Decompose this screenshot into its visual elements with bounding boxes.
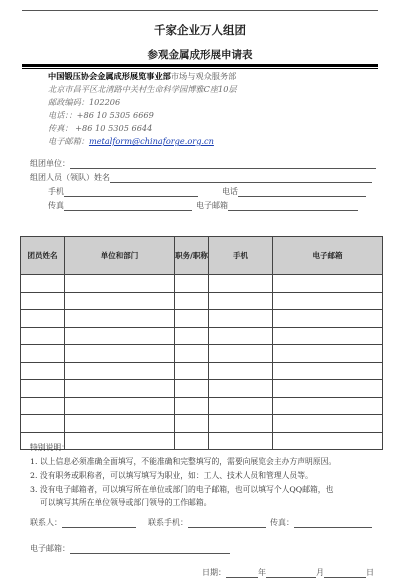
footer-year-input[interactable] — [226, 568, 258, 578]
organizer-fax: 传真： +86 10 5305 6644 — [48, 123, 153, 133]
footer-month-label: 月 — [316, 568, 324, 577]
table-cell[interactable] — [21, 380, 65, 398]
table-cell[interactable] — [21, 397, 65, 415]
table-cell[interactable] — [175, 292, 209, 310]
table-cell[interactable] — [65, 292, 175, 310]
organizer-address: 北京市昌平区北清路中关村生命科学园博雅C座10层 — [48, 84, 237, 94]
org-input-line[interactable] — [70, 159, 376, 169]
organizer-email-link[interactable]: metalform@chinaforge.org.cn — [88, 136, 214, 146]
table-cell[interactable] — [273, 292, 383, 310]
table-cell[interactable] — [273, 397, 383, 415]
page-subtitle: 参观金属成形展申请表 — [147, 49, 253, 61]
table-cell[interactable] — [209, 310, 273, 328]
note-item-1: 1. 以上信息必须准确全面填写，不能准确和完整填写的，需要向展览会主办方声明原因。 — [30, 457, 337, 466]
table-cell[interactable] — [209, 397, 273, 415]
table-cell[interactable] — [273, 432, 383, 450]
mobile-field — [48, 186, 198, 197]
table-row — [21, 327, 383, 345]
org-label: 组团单位： — [30, 159, 70, 168]
note-item-3-cont: 可以填写其所在单位领导或部门领导的工作邮箱。 — [30, 498, 212, 507]
table-cell[interactable] — [209, 362, 273, 380]
table-row — [21, 310, 383, 328]
header-title: 职务/职称 — [175, 237, 209, 275]
table-body — [21, 275, 383, 450]
leader-input-line[interactable] — [110, 173, 372, 183]
table-row — [21, 362, 383, 380]
table-cell[interactable] — [175, 310, 209, 328]
footer-fax-field — [270, 517, 372, 528]
table-cell[interactable] — [65, 275, 175, 293]
note-item-2: 2. 没有职务或职称者，可以填写填写为职业，如：工人、技术人员和管理人员等。 — [30, 471, 313, 480]
table-cell[interactable] — [273, 345, 383, 363]
table-cell[interactable] — [21, 345, 65, 363]
footer-contact-field — [30, 517, 136, 528]
table-cell[interactable] — [21, 362, 65, 380]
phone-input-line[interactable] — [238, 187, 366, 197]
table-row — [21, 432, 383, 450]
table-cell[interactable] — [65, 397, 175, 415]
table-cell[interactable] — [175, 327, 209, 345]
organizer-tel: 电话：：+86 10 5305 6669 — [48, 110, 154, 120]
mobile-label: 手机 — [48, 187, 64, 196]
table-cell[interactable] — [65, 310, 175, 328]
table-cell[interactable] — [21, 275, 65, 293]
table-cell[interactable] — [21, 415, 65, 433]
email-input-line[interactable] — [228, 201, 358, 211]
table-cell[interactable] — [65, 327, 175, 345]
phone-field — [222, 186, 366, 197]
table-cell[interactable] — [175, 432, 209, 450]
table-cell[interactable] — [273, 362, 383, 380]
table-cell[interactable] — [21, 292, 65, 310]
table-cell[interactable] — [209, 327, 273, 345]
table-row — [21, 380, 383, 398]
footer-date-label: 日期： — [202, 568, 226, 577]
footer-contact-label: 联系人： — [30, 518, 62, 527]
footer-day-input[interactable] — [324, 568, 366, 578]
org-field — [30, 158, 376, 169]
organizer-line — [48, 71, 236, 82]
leader-field — [30, 172, 372, 183]
header-company: 单位和部门 — [65, 237, 175, 275]
fax-label: 传真 — [48, 201, 64, 210]
table-cell[interactable] — [21, 310, 65, 328]
header-thick-rule — [22, 64, 378, 67]
footer-email-field — [30, 543, 230, 554]
header-mobile: 手机 — [209, 237, 273, 275]
email-field — [196, 200, 358, 211]
email-label: 电子邮箱 — [196, 201, 228, 210]
organizer-dept: 市场与观众服务部 — [170, 71, 237, 81]
organizer-postcode: 邮政编码：102206 — [48, 97, 121, 107]
footer-mobile-input[interactable] — [188, 518, 266, 528]
table-row — [21, 275, 383, 293]
footer-year-label: 年 — [258, 568, 266, 577]
note-item-3: 3. 没有电子邮箱者，可以填写所在单位或部门的电子邮箱，也可以填写个人QQ邮箱，也 — [30, 485, 334, 494]
table-cell[interactable] — [209, 345, 273, 363]
table-cell[interactable] — [175, 275, 209, 293]
table-header-row — [21, 237, 383, 275]
table-row — [21, 345, 383, 363]
table-cell[interactable] — [65, 362, 175, 380]
table-cell[interactable] — [65, 415, 175, 433]
table-cell[interactable] — [273, 415, 383, 433]
phone-label: 电话 — [222, 187, 238, 196]
table-row — [21, 292, 383, 310]
footer-email-input[interactable] — [70, 544, 230, 554]
leader-label: 组团人员（领队）姓名 — [30, 173, 110, 182]
table-cell[interactable] — [209, 415, 273, 433]
header-thin-rule — [22, 68, 378, 69]
footer-fax-input[interactable] — [294, 518, 372, 528]
footer-date-field — [202, 567, 374, 578]
footer-day-label: 日 — [366, 568, 374, 577]
page-title: 千家企业万人组团 — [154, 23, 246, 37]
table-cell[interactable] — [273, 310, 383, 328]
table-cell[interactable] — [209, 432, 273, 450]
table-cell[interactable] — [209, 380, 273, 398]
table-cell[interactable] — [175, 380, 209, 398]
table-cell[interactable] — [209, 292, 273, 310]
member-table — [20, 236, 383, 450]
organizer-email-label: 电子邮箱： — [48, 136, 89, 146]
table-cell[interactable] — [175, 415, 209, 433]
footer-contact-input[interactable] — [62, 518, 136, 528]
table-cell[interactable] — [175, 345, 209, 363]
table-cell[interactable] — [273, 275, 383, 293]
table-cell[interactable] — [175, 362, 209, 380]
table-cell[interactable] — [21, 327, 65, 345]
header-name: 团员姓名 — [21, 237, 65, 275]
footer-fax-label: 传真： — [270, 518, 294, 527]
mobile-input-line[interactable] — [64, 187, 198, 197]
table-cell[interactable] — [273, 327, 383, 345]
table-row — [21, 415, 383, 433]
fax-input-line[interactable] — [64, 201, 192, 211]
footer-email-label: 电子邮箱： — [30, 544, 70, 553]
table-cell[interactable] — [65, 345, 175, 363]
table-cell[interactable] — [175, 397, 209, 415]
table-cell[interactable] — [209, 275, 273, 293]
footer-mobile-field — [148, 517, 266, 528]
fax-field — [48, 200, 192, 211]
notes-heading: 特别说明： — [30, 443, 69, 452]
table-row — [21, 397, 383, 415]
footer-month-input[interactable] — [266, 568, 316, 578]
table-cell[interactable] — [65, 432, 175, 450]
organizer-name: 中国锻压协会金属成形展览事业部 — [48, 71, 171, 81]
header-email: 电子邮箱 — [273, 237, 383, 275]
table-cell[interactable] — [273, 380, 383, 398]
organizer-email-line — [48, 136, 214, 147]
table-cell[interactable] — [65, 380, 175, 398]
top-rule — [22, 10, 378, 11]
footer-mobile-label: 联系手机： — [148, 518, 188, 527]
